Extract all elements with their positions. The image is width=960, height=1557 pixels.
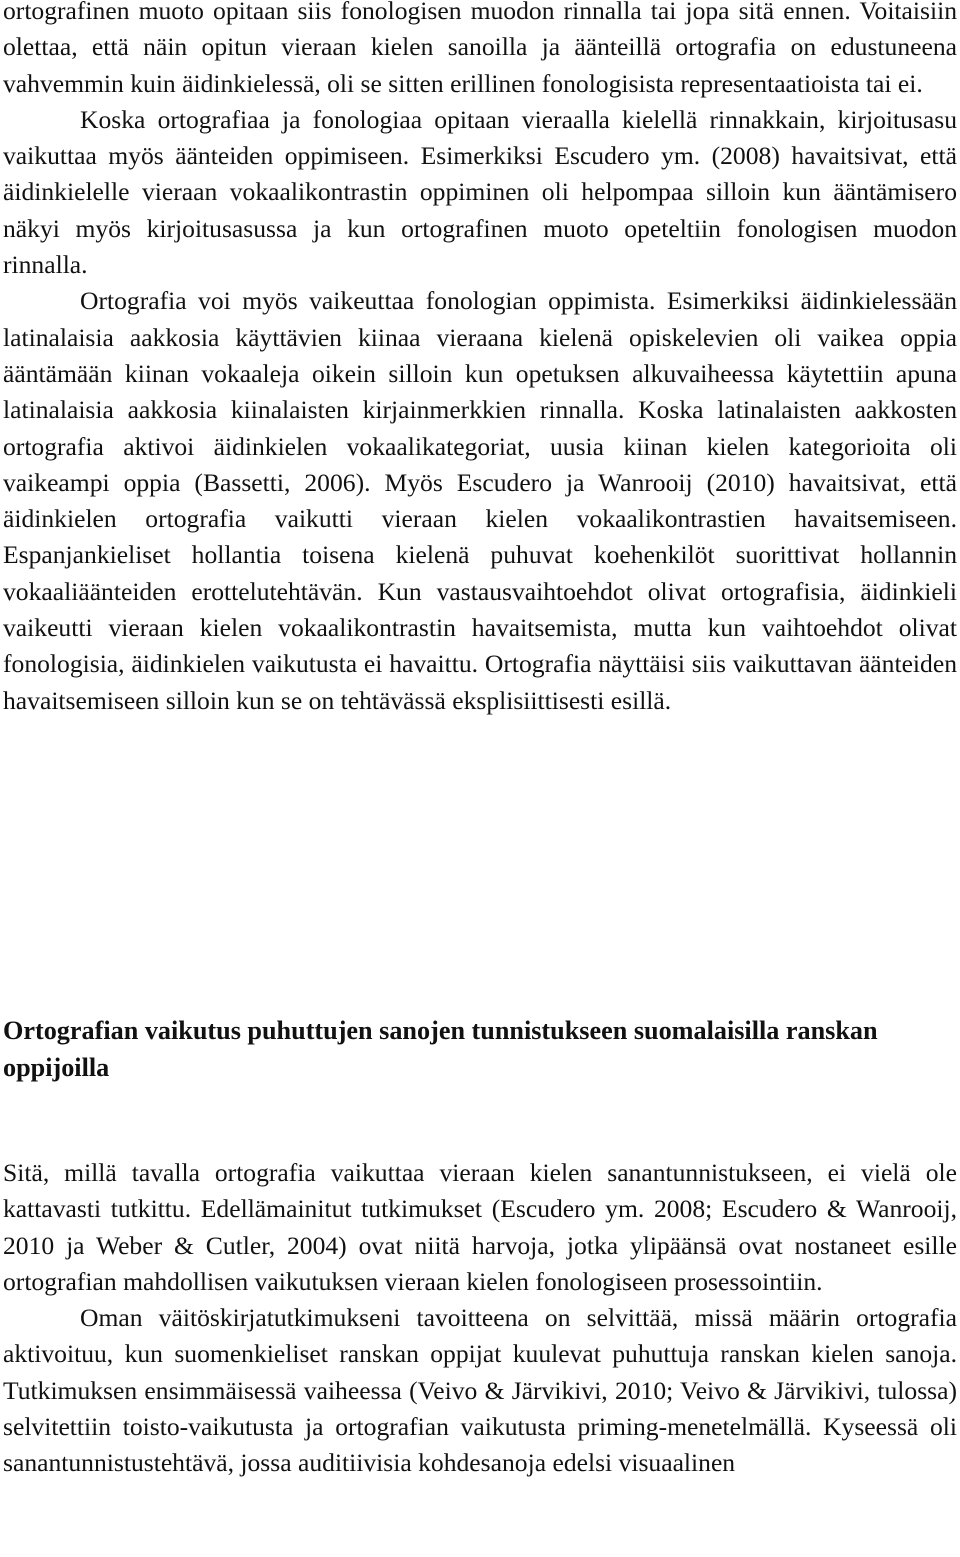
paragraph: Oman väitöskirjatutkimukseni tavoitteena on selvittää, missä määrin ortografia aktivoituu, kun suomenkieliset ranskan oppijat kuulevat puhuttuja ranskan kielen sanoja. Tutkimuksen ensimmäisessä vaiheessa (Veivo & Järvikivi, 2010; Veivo & Järvikivi, tulossa) selvitettiin toisto-vaikutusta ja ortografian vaikutusta priming-menetelmällä. Kyseessä oli sanantunnistustehtävä, jossa auditiivisia kohdesanoja edelsi visuaalinen [3, 1303, 957, 1478]
paragraph-group-bottom [3, 1155, 957, 1482]
paragraph-continued: ortografinen muoto opitaan siis fonologisen muodon rinnalla tai jopa sitä ennen. Voitaisiin olettaa, että näin opitun vieraan kielen sanoilla ja äänteillä ortografia on edustuneena vahvemmin kuin äidinkielessä, oli se sitten erillinen fonologisista representaatioista tai ei. [3, 0, 957, 98]
paragraph: Sitä, millä tavalla ortografia vaikuttaa vieraan kielen sanantunnistukseen, ei vielä ole kattavasti tutkittu. Edellämainitut tutkimukset (Escudero ym. 2008; Escudero & Wanrooij, 2010 ja Weber & Cutler, 2004) ovat niitä harvoja, jotka ylipäänsä ovat nostaneet esille ortografian mahdollisen vaikutuksen vieraan kielen fonologiseen prosessointiin. [3, 1158, 957, 1296]
paragraph-group-top [3, 0, 957, 719]
paragraph: Ortografia voi myös vaikeuttaa fonologian oppimista. Esimerkiksi äidinkielessään latinalaisia aakkosia käyttävien kiinaa vieraana kielenä opiskelevien oli vaikea oppia ääntämään kiinan vokaaleja oikein silloin kun opetuksen alkuvaiheessa käytettiin apuna latinalaisia aakkosia kiinalaisten kirjainmerkkien rinnalla. Koska latinalaisten aakkosten ortografia aktivoi äidinkielen vokaalikategoriat, uusia kiinan kielen kategorioita oli vaikeampi oppia (Bassetti, 2006). Myös Escudero ja Wanrooij (2010) havaitsivat, että äidinkielen ortografia vaikutti vieraan kielen vokaalikontrastien havaitsemiseen. Espanjankieliset hollantia toisena kielenä puhuvat koehenkilöt suorittivat hollannin vokaaliäänteiden erottelutehtävän. Kun vastausvaihtoehdot olivat ortografisia, äidinkieli vaikeutti vieraan kielen vokaalikontrastin havaitsemista, mutta kun vaihtoehdot olivat fonologisia, äidinkielen vaikutusta ei havaittu. Ortografia näyttäisi siis vaikuttavan äänteiden havaitsemiseen silloin kun se on tehtävässä eksplisiittisesti esillä. [3, 286, 957, 715]
paragraph: Koska ortografiaa ja fonologiaa opitaan vieraalla kielellä rinnakkain, kirjoitusasu vaikuttaa myös äänteiden oppimiseen. Esimerkiksi Escudero ym. (2008) havaitsivat, että äidinkielelle vieraan vokaalikontrastin oppiminen oli helpompaa silloin kun ääntämisero näkyi myös kirjoitusasussa ja kun ortografinen muoto opeteltiin fonologisen muodon rinnalla. [3, 104, 957, 280]
section-heading: Ortografian vaikutus puhuttujen sanojen tunnistukseen suomalaisilla ranskan oppijoilla [3, 1016, 878, 1082]
